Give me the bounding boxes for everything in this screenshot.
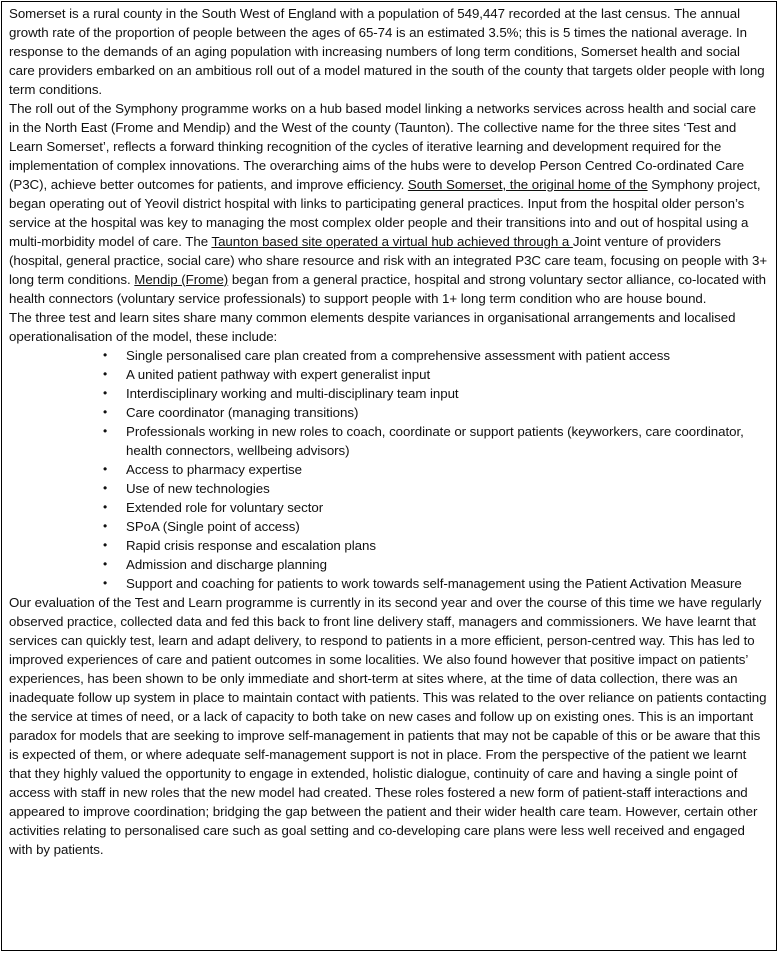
list-item-text: Professionals working in new roles to coach, coordinate or support patients (keyworkers, care coordinator, health connectors, wellbeing advisors) <box>126 424 744 458</box>
list-item <box>103 365 769 384</box>
list-item-text: Single personalised care plan created from a comprehensive assessment with patient access <box>126 348 670 363</box>
paragraph-common-elements: The three test and learn sites share many common elements despite variances in organisational arrangements and localised operationalisation of the model, these include: <box>9 310 736 344</box>
document-frame <box>1 1 777 951</box>
bullet-icon: • <box>103 367 108 381</box>
list-item-text: Access to pharmacy expertise <box>126 462 302 477</box>
list-item <box>103 403 769 422</box>
list-item-text: A united patient pathway with expert generalist input <box>126 367 431 382</box>
paragraph-intro: Somerset is a rural county in the South West of England with a population of 549,447 recorded at the last census. The annual growth rate of the proportion of people between the ages of 65-74 is an estimated 3.5%; this is 5 times the national average. In response to the demands of an aging population with increasing numbers of long term conditions, Somerset health and social care providers embarked on an ambitious roll out of a model matured in the south of the county that targets older people with long term conditions. <box>9 6 765 97</box>
paragraph-evaluation: Our evaluation of the Test and Learn programme is currently in its second year and over the course of this time we have regularly observed practice, collected data and fed this back to front line delivery staff, managers and commissioners. We have learnt that services can quickly test, learn and adapt delivery, to respond to patients in a more efficient, person-centred way. This has led to improved experiences of care and patient outcomes in some localities. We also found however that positive impact on patients’ experiences, has been shown to be only immediate and short-term at sites where, at the time of data collection, there was an inadequate follow up system in place to maintain contact with patients. This was related to the over reliance on patients contacting the service at times of need, or a lack of capacity to both take on new cases and follow up on existing ones. This is an important paradox for models that are seeking to improve self-management in patients that may not be capable of this or be aware that this is expected of them, or where adequate self-management support is not in place. From the perspective of the patient we learnt that they highly valued the opportunity to engage in extended, holistic dialogue, continuity of care and having a single point of access with staff in new roles that the new model had created. These roles fostered a new form of patient-staff interactions and appeared to improve coordination; bridging the gap between the patient and their wider health care team. However, certain other activities relating to personalised care such as goal setting and co-developing care plans were less well received and engaged with by patients. <box>9 595 767 857</box>
paragraph-rollout <box>9 99 769 308</box>
bullet-icon: • <box>103 500 108 514</box>
bullet-icon: • <box>103 519 108 533</box>
list-item <box>103 384 769 403</box>
bullet-icon: • <box>103 538 108 552</box>
list-item <box>103 555 769 574</box>
list-item-text: Interdisciplinary working and multi-disciplinary team input <box>126 386 459 401</box>
list-item <box>103 517 769 536</box>
bullet-icon: • <box>103 576 108 590</box>
bullet-icon: • <box>103 386 108 400</box>
list-item-text: Care coordinator (managing transitions) <box>126 405 359 420</box>
bullet-icon: • <box>103 557 108 571</box>
rollout-text-d: began from a general practice, hospital and strong voluntary sector alliance, co-located with health connectors (voluntary service professionals) to support people with 1+ long term condition who are house bound. <box>9 272 767 306</box>
bullet-icon: • <box>103 348 108 362</box>
taunton-underlined: Taunton based site operated a virtual hub achieved through a <box>211 234 573 249</box>
rollout-text-a: The roll out of the Symphony programme works on a hub based model linking a networks services across health and social care in the North East (Frome and Mendip) and the West of the county (Taunton). The collective name for the three sites ‘Test and Learn Somerset’, reflects a forward thinking recognition of the cycles of iterative learning and development required for the implementation of complex innovations. The overarching aims of the hubs were to develop Person Centred Co-ordinated Care (P3C), achieve better outcomes for patients, and improve efficiency. <box>9 101 756 192</box>
list-item <box>103 422 769 460</box>
bullet-icon: • <box>103 424 108 438</box>
list-item-text: Rapid crisis response and escalation plans <box>126 538 376 553</box>
list-item-text: Support and coaching for patients to work towards self-management using the Patient Activation Measure <box>126 576 742 591</box>
list-item-text: Admission and discharge planning <box>126 557 327 572</box>
common-elements-list <box>9 346 769 593</box>
list-item <box>103 479 769 498</box>
mendip-underlined: Mendip (Frome) <box>134 272 229 287</box>
rollout-text-b: Symphony project, began operating out of Yeovil district hospital with links to participating general practices. Input from the hospital older person’s service at the hospital was key to managing the most complex older people and their transitions into and out of hospital using a multi-morbidity model of care. The <box>9 177 761 249</box>
list-item-text: Use of new technologies <box>126 481 270 496</box>
list-item <box>103 536 769 555</box>
list-item-text: SPoA (Single point of access) <box>126 519 300 534</box>
list-item <box>103 346 769 365</box>
rollout-text-c: Joint venture of providers (hospital, general practice, social care) who share resource and risk with an integrated P3C care team, focusing on people with 3+ long term conditions. <box>9 234 768 287</box>
bullet-icon: • <box>103 481 108 495</box>
list-item-text: Extended role for voluntary sector <box>126 500 324 515</box>
bullet-icon: • <box>103 462 108 476</box>
list-item <box>103 498 769 517</box>
list-item <box>103 574 769 593</box>
bullet-icon: • <box>103 405 108 419</box>
south-somerset-underlined: South Somerset, the original home of the <box>407 177 648 192</box>
list-item <box>103 460 769 479</box>
